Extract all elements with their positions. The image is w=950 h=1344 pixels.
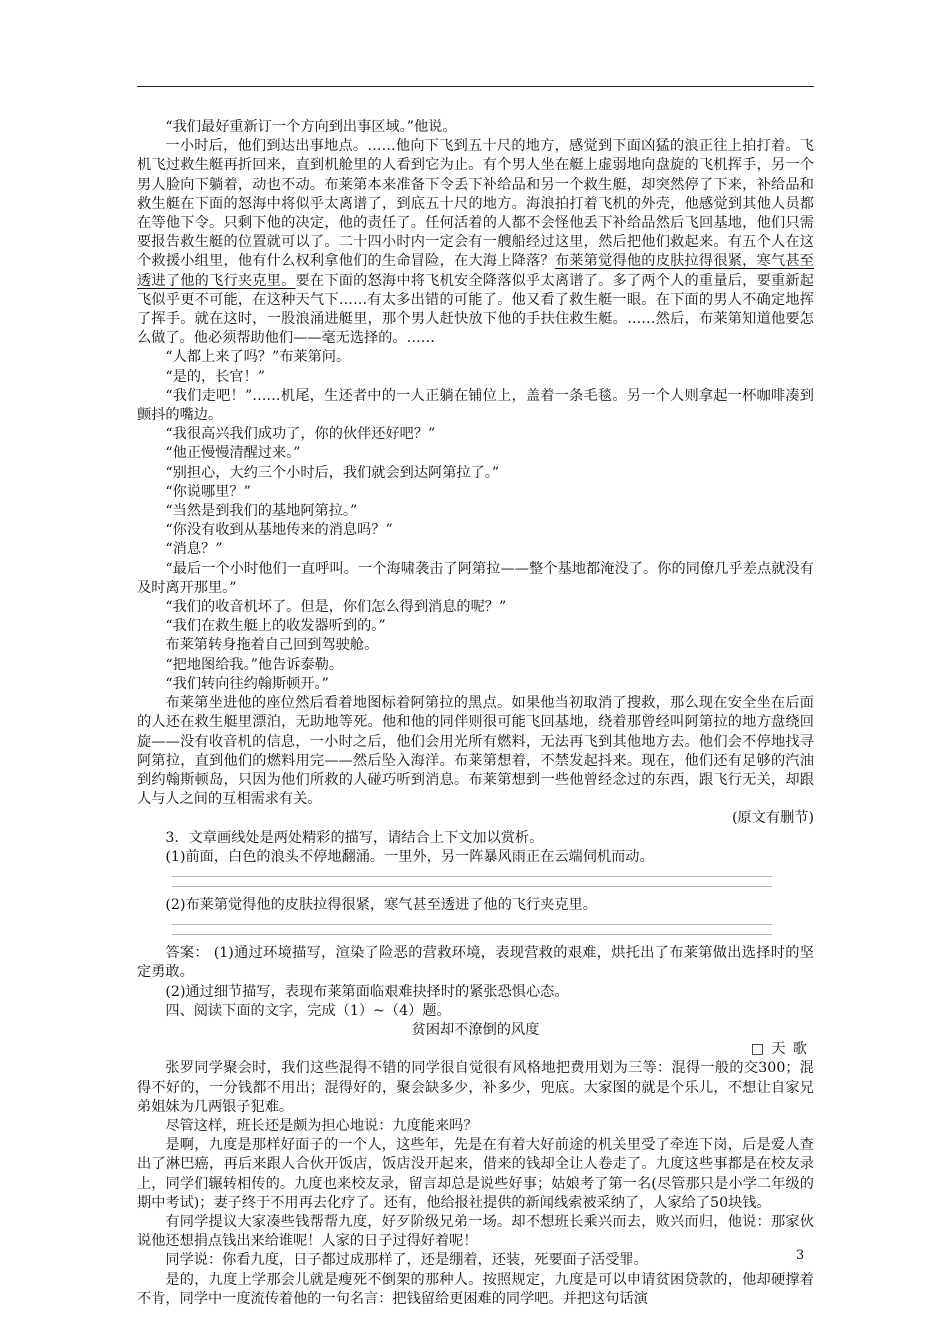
article-paragraph: 张罗同学聚会时，我们这些混得不错的同学很自觉很有风格地把费用划为三等：混得一般的交300；混得不好的，一分钱都不用出；混得好的，聚会缺多少，补多少，兜底。大家图的就是个乐儿，不想让自家兄弟姐妹为几两银子犯难。 xyxy=(137,1060,814,1115)
answer-line xyxy=(172,924,772,925)
article-paragraph: 有同学提议大家凑些钱帮帮九度，好歹阶级兄弟一场。却不想班长乘兴而去，败兴而归，他说：那家伙说他还想捐点钱出来给谁呢！人家的日子过得好着呢！ xyxy=(137,1213,814,1250)
dialogue-line: “把地图给我。”他告诉泰勒。 xyxy=(165,656,344,673)
document-body xyxy=(137,118,814,1309)
underlined-sentence: 布莱第觉得他的皮肤拉得很紧，寒气甚至透进了他的飞行夹克里。 xyxy=(137,253,814,289)
answer-line xyxy=(172,934,772,935)
dialogue-line: “你说哪里？” xyxy=(165,483,251,500)
article-author: □天歌 xyxy=(750,1041,814,1058)
dialogue-line: “我们在救生艇上的收发器听到的。” xyxy=(165,618,386,635)
question-item: (2)布莱第觉得他的皮肤拉得很紧，寒气甚至透进了他的飞行夹克里。 xyxy=(165,896,597,913)
question-stem: 3．文章画线处是两处精彩的描写，请结合上下文加以赏析。 xyxy=(165,829,544,846)
dialogue-line: “别担心，大约三个小时后，我们就会到达阿第拉了。” xyxy=(165,464,500,481)
dialogue-line: “最后一个小时他们一直呼叫。一个海啸袭击了阿第拉——整个基地都淹没了。你的同僚几乎差点就没有及时离开那里。” xyxy=(137,560,814,596)
dialogue-line: “我很高兴我们成功了，你的伙伴还好吧？” xyxy=(165,426,436,443)
header-rule xyxy=(137,86,814,87)
answer-text: (2)通过细节描写，表现布莱第面临艰难抉择时的紧张恐惧心态。 xyxy=(165,983,569,1000)
article-title: 贫困却不潦倒的风度 xyxy=(411,1021,540,1038)
dialogue-line: “我们的收音机坏了。但是，你们怎么得到消息的呢？” xyxy=(165,599,507,616)
dialogue-line: “你没有收到从基地传来的消息吗？” xyxy=(165,522,393,539)
source-note: (原文有删节) xyxy=(731,810,814,827)
dialogue-line: “我们走吧！”……机尾，生还者中的一人正躺在铺位上，盖着一条毛毯。另一个人则拿起一杯咖啡凑到颤抖的嘴边。 xyxy=(137,387,814,424)
article-paragraph: 是的，九度上学那会儿就是瘦死不倒架的那种人。按照规定，九度是可以申请贫困贷款的，他却硬撑着不肯，同学中一度流传着他的一句名言：把钱留给更困难的同学吧。并把这句话演 xyxy=(137,1271,814,1307)
dialogue-line: “当然是到我们的基地阿第拉。” xyxy=(165,503,358,520)
dialogue-line: “人都上来了吗？”布莱第问。 xyxy=(165,349,351,366)
article-paragraph: 是啊，九度是那样好面子的一个人，这些年，先是在有着大好前途的机关里受了牵连下岗，后是爱人查出了淋巴癌，再后来跟人合伙开饭店，饭店没开起来，借来的钱却全让人卷走了。九度这些事都是在校友录上，同学们辗转相传的。九度也来校友录，留言却总是说些好事；姑娘考了第一名(尽管那只是小学二年级的期中考试)；妻子终于不用再去化疗了。还有，他给报社提供的新闻线索被采纳了，人家给了50块钱。 xyxy=(137,1137,814,1211)
dialogue-line: “他正慢慢清醒过来。” xyxy=(165,445,301,462)
answer-line xyxy=(172,876,772,877)
dialogue-line: 布莱第转身拖着自己回到驾驶舱。 xyxy=(165,637,379,654)
story-paragraph: 一小时后，他们到达出事地点。……他向下飞到五十尺的地方，感觉到下面凶猛的浪正往上拍打着。飞机飞过救生艇再折回来，直到机舱里的人看到它为止。有个男人坐在艇上虚弱地向盘旋的飞机挥手，另一个男人脸向下躺着，动也不动。布莱第本来准备下令丢下补给品和另一个救生艇，却突然停了下来，补给品和救生艇在下面的怒海中将似乎太离谱了，到底五十尺的地方。海浪拍打着飞机的外壳，他感觉到其他人员都在等他下令。只剩下他的决定，他的责任了。任何活着的人都不会怪他丢下补给品然后飞回基地，他们只需要报告救生艇的位置就可以了。二十四小时内一定会有一艘船经过这里，然后把他们救起来。有五个人在这个救援小组里，他有什么权利拿他们的生命冒险，在大海上降落？布莱第觉得他的皮肤拉得很紧，寒气甚至透进了他的飞行夹克里。要在下面的怒海中将飞机安全降落似乎太离谱了。多了两个人的重量后，要重新起飞似乎更不可能，在这种天气下……有太多出错的可能了。他又看了救生艇一眼。在下面的男人不确定地挥了挥手。就在这时，一股浪涌进艇里，那个男人赶快放下他的手扶住救生艇。……然后，布莱第知道他要怎么做了。他必须帮助他们——毫无选择的。…… xyxy=(137,138,814,347)
section-heading: 四、阅读下面的文字，完成（1）~（4）题。 xyxy=(165,1002,451,1019)
answer-text: 答案： (1)通过环境描写，渲染了险恶的营救环境，表现营救的艰难，烘托出了布莱第做出选择时的坚定勇敢。 xyxy=(137,945,814,981)
article-paragraph: 同学说：你看九度，日子都过成那样了，还是绷着，还装，死要面子活受罪。 xyxy=(165,1252,648,1269)
story-paragraph: “我们最好重新订一个方向到出事区域。”他说。 xyxy=(165,119,457,135)
article-paragraph: 尽管这样，班长还是颇为担心地说：九度能来吗？ xyxy=(165,1117,478,1134)
answer-line xyxy=(172,886,772,887)
dialogue-line: “是的，长官！” xyxy=(165,368,266,385)
page-number: 3 xyxy=(796,1248,805,1263)
dialogue-line: “我们转向往约翰斯顿开。” xyxy=(165,675,329,692)
dialogue-line: “消息？” xyxy=(165,541,223,558)
story-paragraph: 布莱第坐进他的座位然后看着地图标着阿第拉的黑点。如果他当初取消了搜救，那么现在安全坐在后面的人还在救生艇里漂泊，无助地等死。他和他的同伴则很可能飞回基地，绕着那曾经叫阿第拉的地方盘绕回旋——没有收音机的信息，一小时之后，他们会用光所有燃料，无法再飞到其他地方去。他们会不停地找寻阿第拉，直到他们的燃料用完——然后坠入海洋。布莱第想着，不禁发起抖来。现在，他们还有足够的汽油到约翰斯顿岛，只因为他们所救的人碰巧听到消息。布莱第想到一些他曾经念过的东西，跟飞行无关，却跟人与人之间的互相需求有关。 xyxy=(137,695,814,808)
question-item: (1)前面，白色的浪头不停地翻涌。一里外，另一阵暴风雨正在云端伺机而动。 xyxy=(165,848,654,865)
